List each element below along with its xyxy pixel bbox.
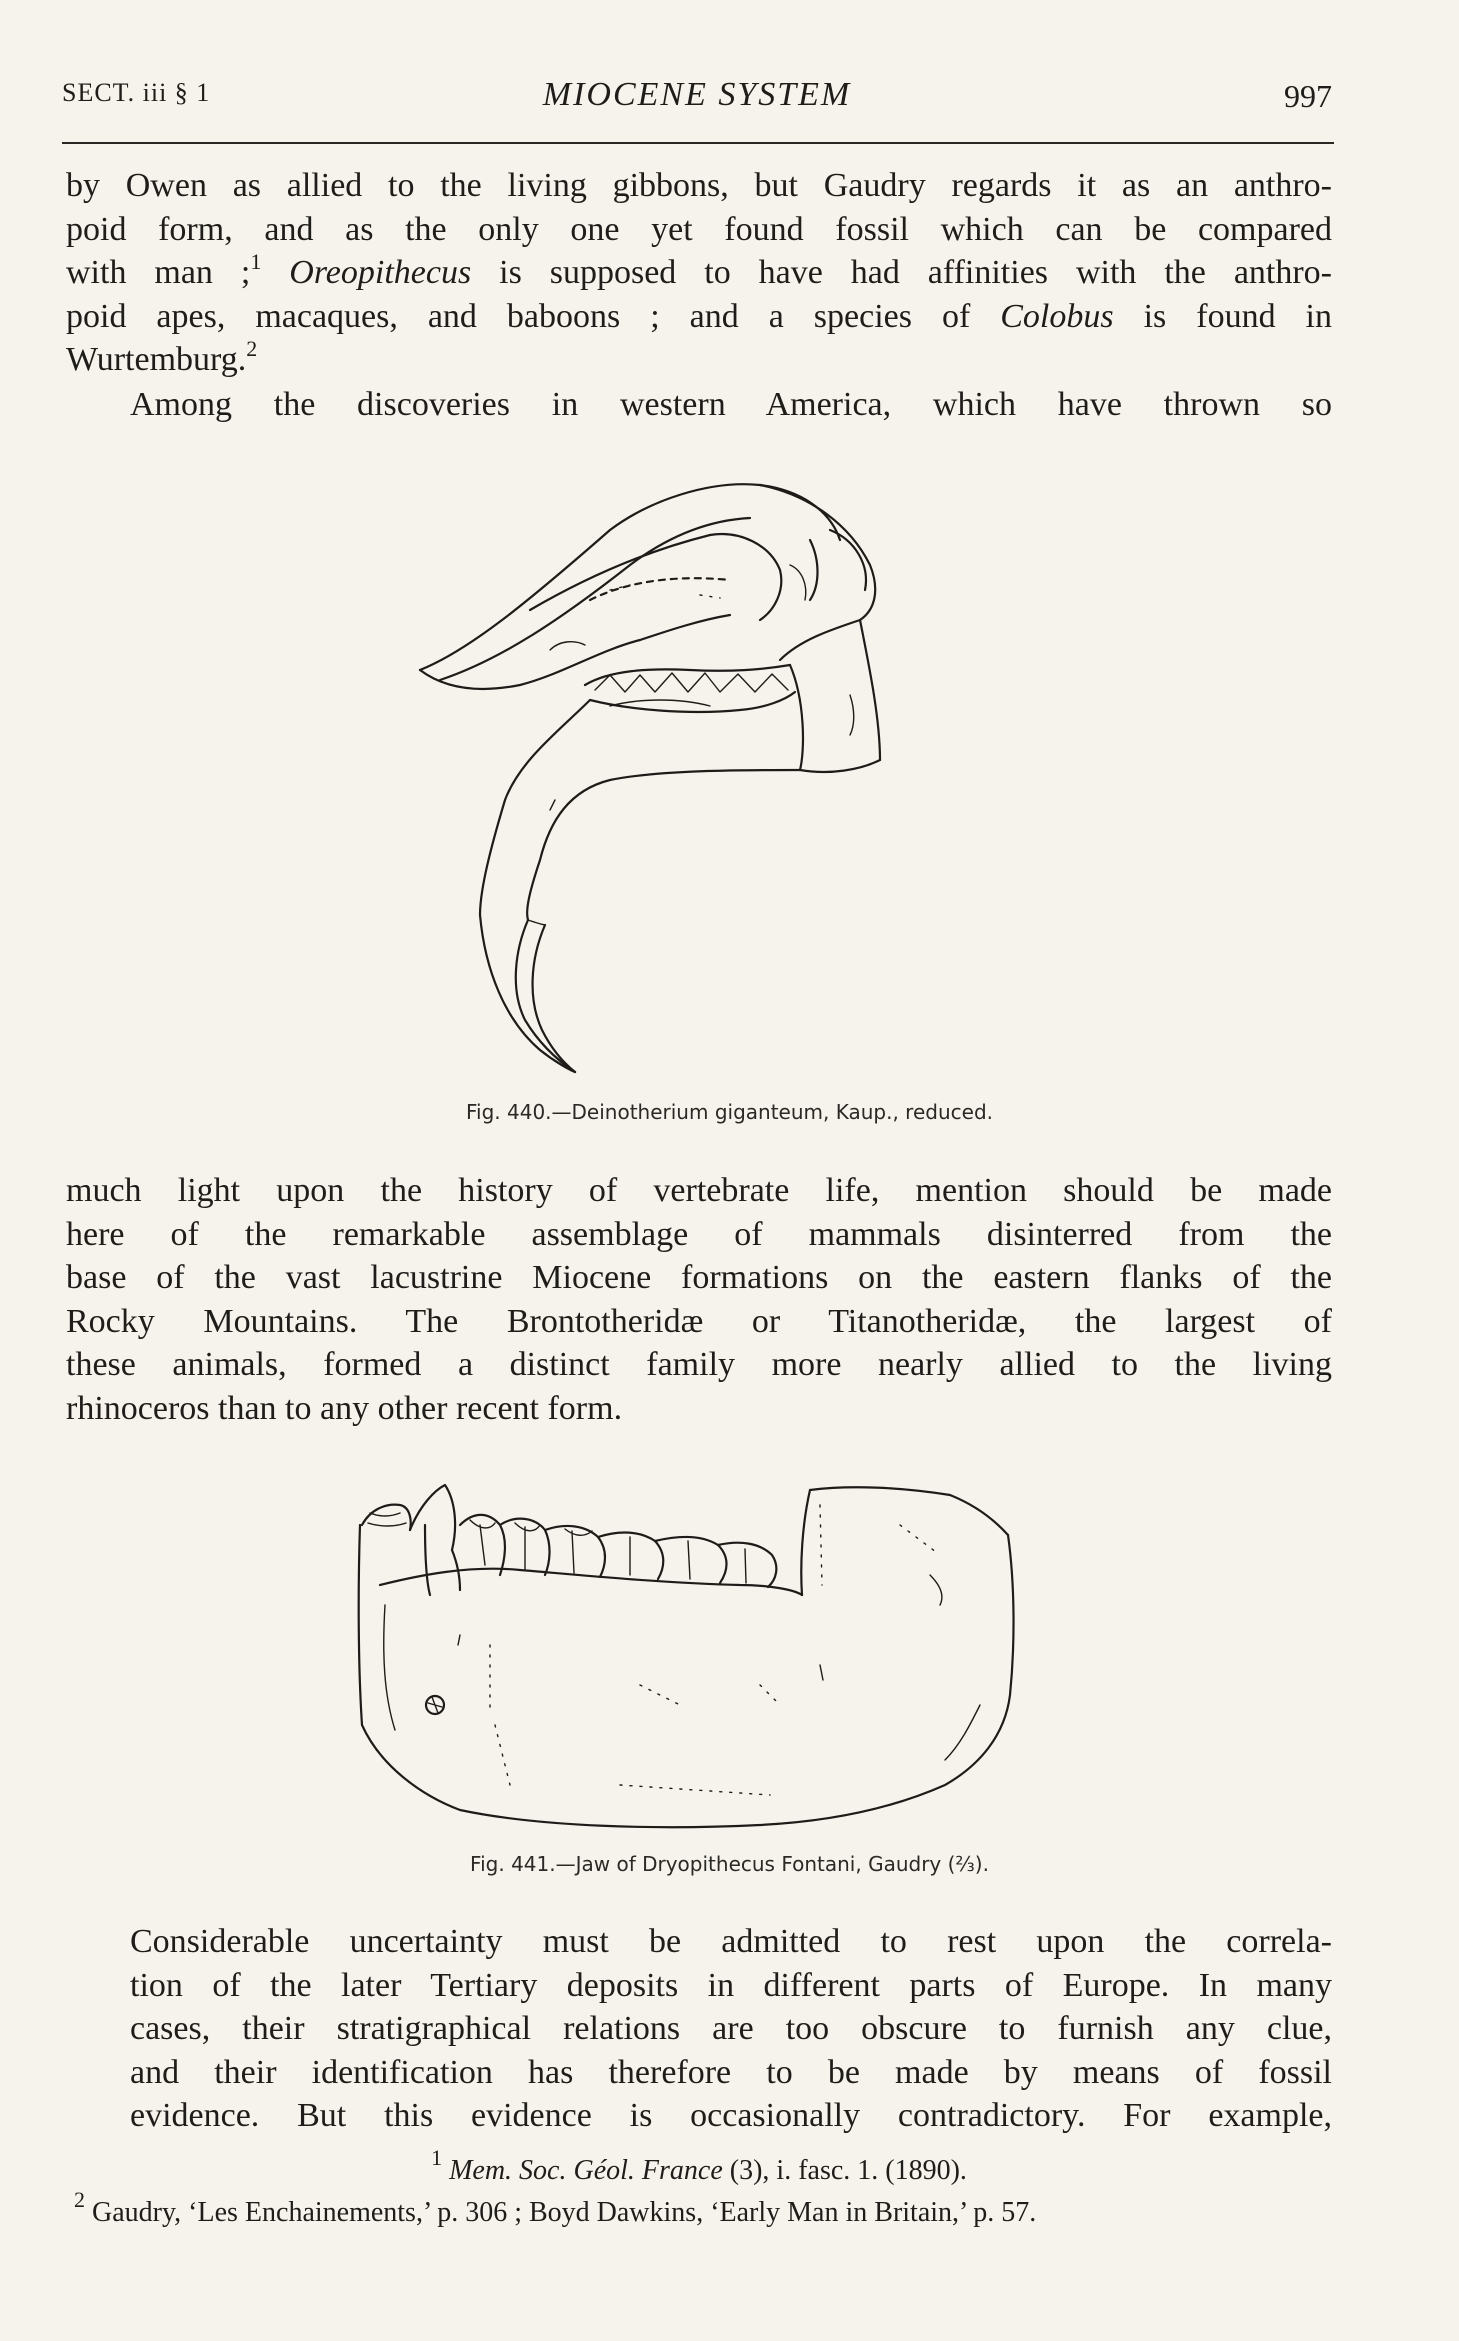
footnote-journal: Mem. Soc. Géol. France [449,2155,723,2186]
line: rhinoceros than to any other recent form. [66,1389,623,1427]
footnote-1 [66,2145,1332,2192]
figure-dryopithecus-jaw [340,1465,1040,1845]
line: much light upon the history of vertebrate life, mention should be made [66,1172,1332,1209]
genus-name: Colobus [1000,297,1114,335]
paragraph-4 [66,1920,1332,2138]
skull-drawing [410,470,990,1075]
section-label: SECT. iii § 1 [62,78,211,107]
line: Among the discoveries in western America, which have thrown so [130,386,1332,423]
line: by Owen as allied to the living gibbons, but Gaudry regards it as an anthro- [66,167,1332,204]
figure-441-caption: Fig. 441.—Jaw of Dryopithecus Fontani, Gaudry (⅔). [470,1852,989,1876]
figure-deinotherium-skull [410,470,990,1075]
footnote-ref-2[interactable]: 2 [246,336,258,361]
footnote-text: Gaudry, ‘Les Enchainements,’ p. 306 ; Boyd Dawkins, ‘Early Man in Britain,’ p. 57. [92,2197,1037,2228]
page-number: 997 [1284,78,1332,114]
running-header [62,70,1332,130]
footnote-number: 1 [431,2145,443,2170]
line: cases, their stratigraphical relations are too obscure to furnish any clue, [130,2010,1332,2047]
line: Wurtemburg. [66,341,247,378]
paragraph-2 [66,383,1332,427]
genus-name: Oreopithecus [289,254,472,291]
line: evidence. But this evidence is occasionally contradictory. For example, [130,2097,1332,2134]
line-part: is supposed to have had affinities with the anthro- [471,254,1333,291]
line: Rocky Mountains. The Brontotheridæ or Titanotheridæ, the largest of [66,1302,1332,1340]
footnote-2 [66,2187,1332,2234]
paragraph-1 [66,164,1332,382]
footnotes [66,2145,1332,2234]
line: Considerable uncertainty must be admitted to rest upon the correla- [130,1923,1332,1960]
paragraph-3 [66,1169,1332,1430]
line: base of the vast lacustrine Miocene formations on the eastern flanks of the [66,1259,1332,1296]
jaw-drawing [340,1465,1040,1845]
line: here of the remarkable assemblage of mammals disinterred from the [66,1215,1332,1253]
footnote-number: 2 [74,2187,85,2212]
footnote-text: (3), i. fasc. 1. (1890). [722,2155,967,2186]
line-part: with man ; [66,254,251,291]
line: and their identification has therefore to be made by means of fossil [130,2053,1332,2091]
footnote-ref-1[interactable]: 1 [250,249,262,274]
figure-440-caption: Fig. 440.—Deinotherium giganteum, Kaup., reduced. [465,1100,993,1124]
chapter-title: MIOCENE SYSTEM [542,76,852,113]
line: tion of the later Tertiary deposits in different parts of Europe. In many [130,1966,1332,2004]
line-part: is found in [1113,297,1332,335]
line-part: poid apes, macaques, and baboons ; and a species of [66,297,1001,335]
line: these animals, formed a distinct family more nearly allied to the living [66,1346,1332,1383]
header-rule [62,142,1334,144]
line: poid form, and as the only one yet found fossil which can be compared [66,210,1332,248]
